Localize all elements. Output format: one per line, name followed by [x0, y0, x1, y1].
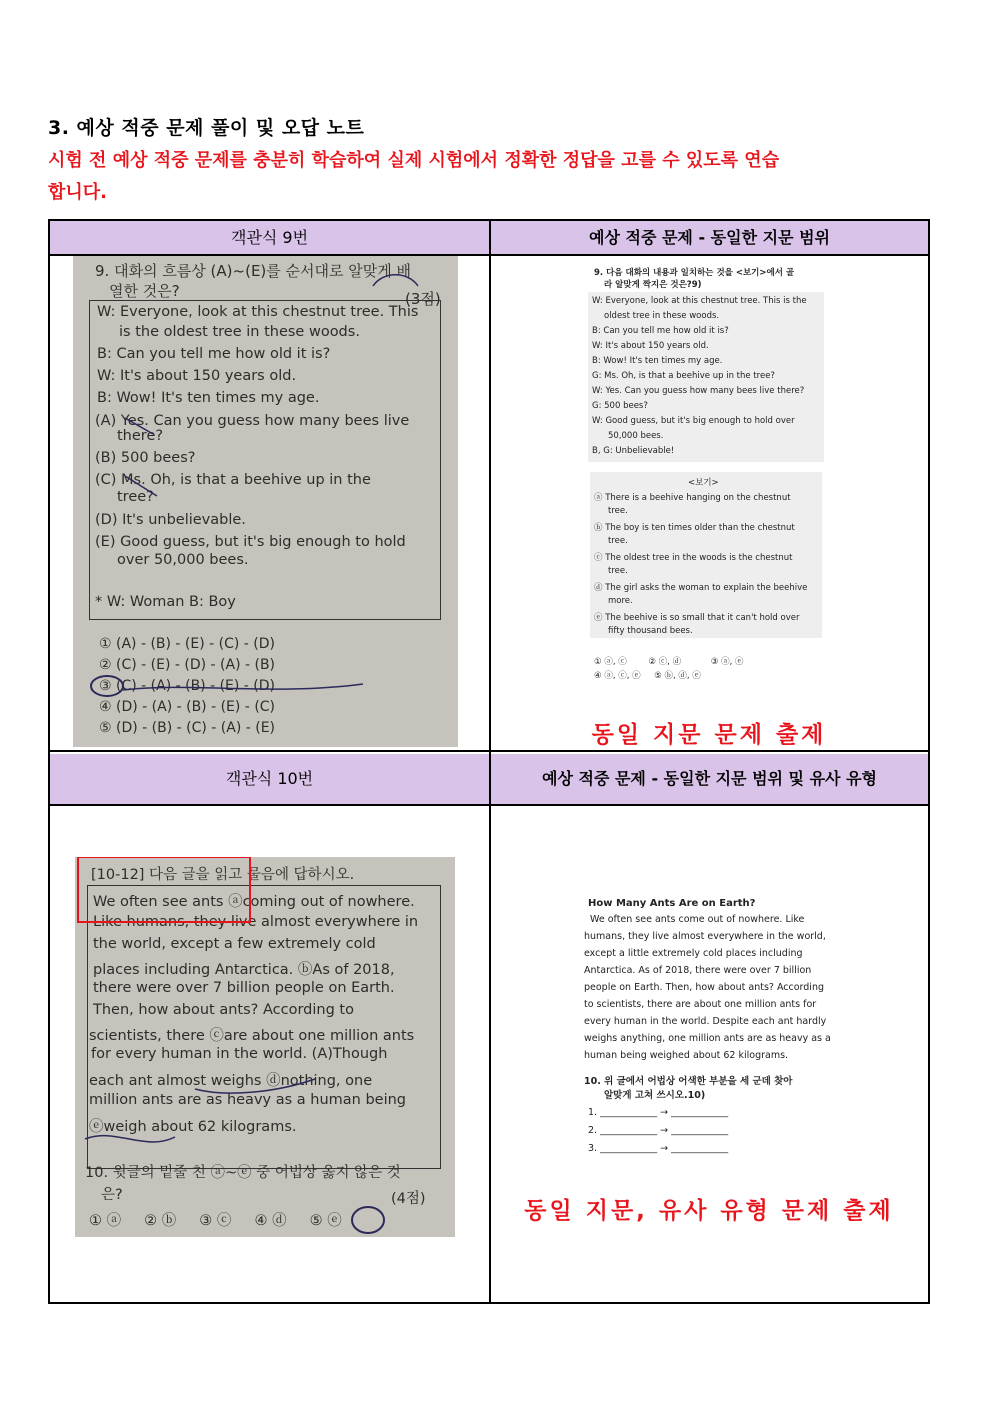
pq9-bogi-item: tree. — [608, 536, 628, 546]
pq9-bogi-item: ⓐ There is a beehive hanging on the chestnut — [594, 493, 791, 503]
pq9-options-1: ① ⓐ, ⓒ ② ⓒ, ⓓ ③ ⓐ, ⓔ — [594, 657, 744, 667]
intro-line-1: 시험 전 예상 적중 문제를 충분히 학습하여 실제 시험에서 정확한 정답을 고를 수 있도록 연습 — [48, 150, 780, 171]
pq9-bogi-item: more. — [608, 596, 633, 606]
row1-caption: 동일 지문 문제 출제 — [591, 722, 827, 748]
q10-line: places including Antarctica. ⓑAs of 2018, — [93, 962, 395, 978]
pq9-bogi-item: ⓑ The boy is ten times older than the chestnut — [594, 523, 795, 533]
q9-line: B: Can you tell me how old it is? — [97, 346, 331, 362]
intro-line-2: 합니다. — [48, 182, 108, 203]
q10-options: ① ⓐ ② ⓑ ③ ⓒ ④ ⓓ ⑤ ⓔ — [89, 1213, 342, 1229]
q9-line: (A) Yes. Can you guess how many bees live — [95, 413, 410, 429]
pq9-bogi-item: tree. — [608, 506, 628, 516]
row1-right-header: 예상 적중 문제 - 동일한 지문 범위 — [491, 221, 928, 256]
pq9-bogi-item: fifty thousand bees. — [608, 626, 693, 636]
pq10-line: people on Earth. Then, how about ants? According — [584, 982, 825, 993]
pq9-line: B: Can you tell me how old it is? — [592, 326, 729, 336]
question10-photo — [75, 857, 455, 1237]
q10-line: the world, except a few extremely cold — [93, 936, 376, 952]
row2-left-header: 객관식 10번 — [50, 754, 489, 806]
q10-line: Like humans, they live almost everywhere in — [93, 914, 419, 930]
pq9-line: oldest tree in these woods. — [604, 311, 720, 321]
q9-points: (3점) — [405, 290, 441, 308]
row2-caption: 동일 지문, 유사 유형 문제 출제 — [524, 1198, 894, 1224]
pq10-line: to scientists, there are about one million ants for — [584, 999, 817, 1010]
pq9-line: W: Yes. Can you guess how many bees live there? — [592, 386, 805, 396]
q10-line: there were over 7 billion people on Earth. — [93, 980, 395, 996]
row2-right-header: 예상 적중 문제 - 동일한 지문 범위 및 유사 유형 — [491, 754, 928, 806]
q9-line: (C) Ms. Oh, is that a beehive up in the — [95, 472, 371, 488]
q9-option: ② (C) - (E) - (D) - (A) - (B) — [99, 657, 276, 673]
predicted-question10 — [580, 892, 862, 1170]
pq10-blank: 2. ____________ → ____________ — [588, 1125, 729, 1136]
q9-line: (E) Good guess, but it's big enough to hold — [95, 534, 406, 550]
pq9-line: W: It's about 150 years old. — [592, 341, 709, 351]
q9-option: ⑤ (D) - (B) - (C) - (A) - (E) — [99, 720, 276, 736]
pq10-line: human being weighed about 62 kilograms. — [584, 1050, 789, 1061]
q9-line: tree? — [117, 489, 154, 505]
intro-text — [48, 145, 946, 209]
q9-line: * W: Woman B: Boy — [95, 594, 236, 610]
row1-left-header: 객관식 9번 — [50, 221, 489, 256]
q10-pen-marks — [75, 857, 455, 1237]
question9-photo — [73, 256, 458, 747]
pq9-bogi-item: ⓓ The girl asks the woman to explain the beehive — [594, 583, 808, 593]
q10-line: We often see ants ⓐcoming out of nowhere. — [93, 894, 415, 910]
pq10-line: except a little extremely cold places including — [584, 948, 803, 959]
pq10-line: Antarctica. As of 2018, there were over 7 billion — [584, 965, 812, 976]
pq10-line: We often see ants come out of nowhere. Like — [590, 914, 805, 925]
q9-line: (B) 500 bees? — [95, 450, 196, 466]
q9-line: B: Wow! It's ten times my age. — [97, 390, 320, 406]
pq9-bogi-item: tree. — [608, 566, 628, 576]
pq9-bogi-item: ⓒ The oldest tree in the woods is the chestnut — [594, 553, 793, 563]
pq9-bogi-title: <보기> — [688, 478, 719, 488]
pq10-title: How Many Ants Are on Earth? — [588, 898, 756, 909]
q9-option: ④ (D) - (A) - (B) - (E) - (C) — [99, 699, 276, 715]
q9-title-1: 9. 대화의 흐름상 (A)~(E)를 순서대로 알맞게 배 — [95, 262, 411, 280]
pq10-question-1: 10. 위 글에서 어법상 어색한 부분을 세 군데 찾아 — [584, 1076, 793, 1087]
column-divider — [489, 221, 491, 1302]
q10-head: [10-12] 다음 글을 읽고 물음에 답하시오. — [91, 867, 355, 883]
q9-title-2: 열한 것은? — [109, 282, 180, 300]
q9-option: ③ (C) - (A) - (B) - (E) - (D) — [99, 678, 276, 694]
pq9-title-2: 라 알맞게 짝지은 것은?9) — [604, 280, 702, 290]
q10-title-2: 은? — [101, 1187, 123, 1203]
q10-line: for every human in the world. (A)Though — [91, 1046, 388, 1062]
q10-points: (4점) — [391, 1191, 426, 1207]
pq9-line: B, G: Unbelievable! — [592, 446, 675, 456]
section-heading: 3. 예상 적중 문제 풀이 및 오답 노트 — [48, 117, 365, 139]
q10-line: million ants are as heavy as a human being — [89, 1092, 406, 1108]
q9-line: is the oldest tree in these woods. — [119, 324, 360, 340]
pq9-line: W: Everyone, look at this chestnut tree. This is the — [592, 296, 807, 306]
q10-line: scientists, there ⓒare about one million ants — [89, 1028, 415, 1044]
pq9-options-2: ④ ⓐ, ⓒ, ⓔ ⑤ ⓑ, ⓓ, ⓔ — [594, 671, 701, 681]
pq10-blank: 3. ____________ → ____________ — [588, 1143, 729, 1154]
row-divider — [50, 750, 928, 752]
q9-line: (D) It's unbelievable. — [95, 512, 246, 528]
pq9-bogi-item: ⓔ The beehive is so small that it can't hold over — [594, 613, 800, 623]
q10-line: ⓔweigh about 62 kilograms. — [89, 1119, 297, 1135]
q10-title-1: 10. 윗글의 밑줄 친 ⓐ~ⓔ 중 어법상 옳지 않은 것 — [85, 1165, 401, 1181]
pq9-line: G: 500 bees? — [592, 401, 648, 411]
q9-line: W: It's about 150 years old. — [97, 368, 297, 384]
pq10-line: weighs anything, one million ants are as heavy as a — [584, 1033, 831, 1044]
q9-line: there? — [117, 428, 164, 444]
pq10-blank: 1. ____________ → ____________ — [588, 1107, 729, 1118]
pq10-line: every human in the world. Despite each ant hardly — [584, 1016, 827, 1027]
q9-line: W: Everyone, look at this chestnut tree. This — [97, 304, 419, 320]
q10-line: Then, how about ants? According to — [93, 1002, 354, 1018]
q10-line: each ant almost weighs ⓓnothing, one — [89, 1073, 373, 1089]
q9-line: over 50,000 bees. — [117, 552, 249, 568]
pq9-line: G: Ms. Oh, is that a beehive up in the tree? — [592, 371, 775, 381]
pq10-line: humans, they live almost everywhere in the world, — [584, 931, 826, 942]
q9-option: ① (A) - (B) - (E) - (C) - (D) — [99, 636, 276, 652]
pq9-title-1: 9. 다음 대화의 내용과 일치하는 것을 <보기>에서 골 — [594, 268, 795, 278]
pq10-question-2: 알맞게 고쳐 쓰시오.10) — [604, 1090, 706, 1101]
pq9-line: W: Good guess, but it's big enough to hold over — [592, 416, 795, 426]
pq9-line: B: Wow! It's ten times my age. — [592, 356, 723, 366]
pq9-line: 50,000 bees. — [608, 431, 664, 441]
q9-pen-marks — [73, 256, 458, 747]
predicted-question9 — [588, 262, 824, 682]
